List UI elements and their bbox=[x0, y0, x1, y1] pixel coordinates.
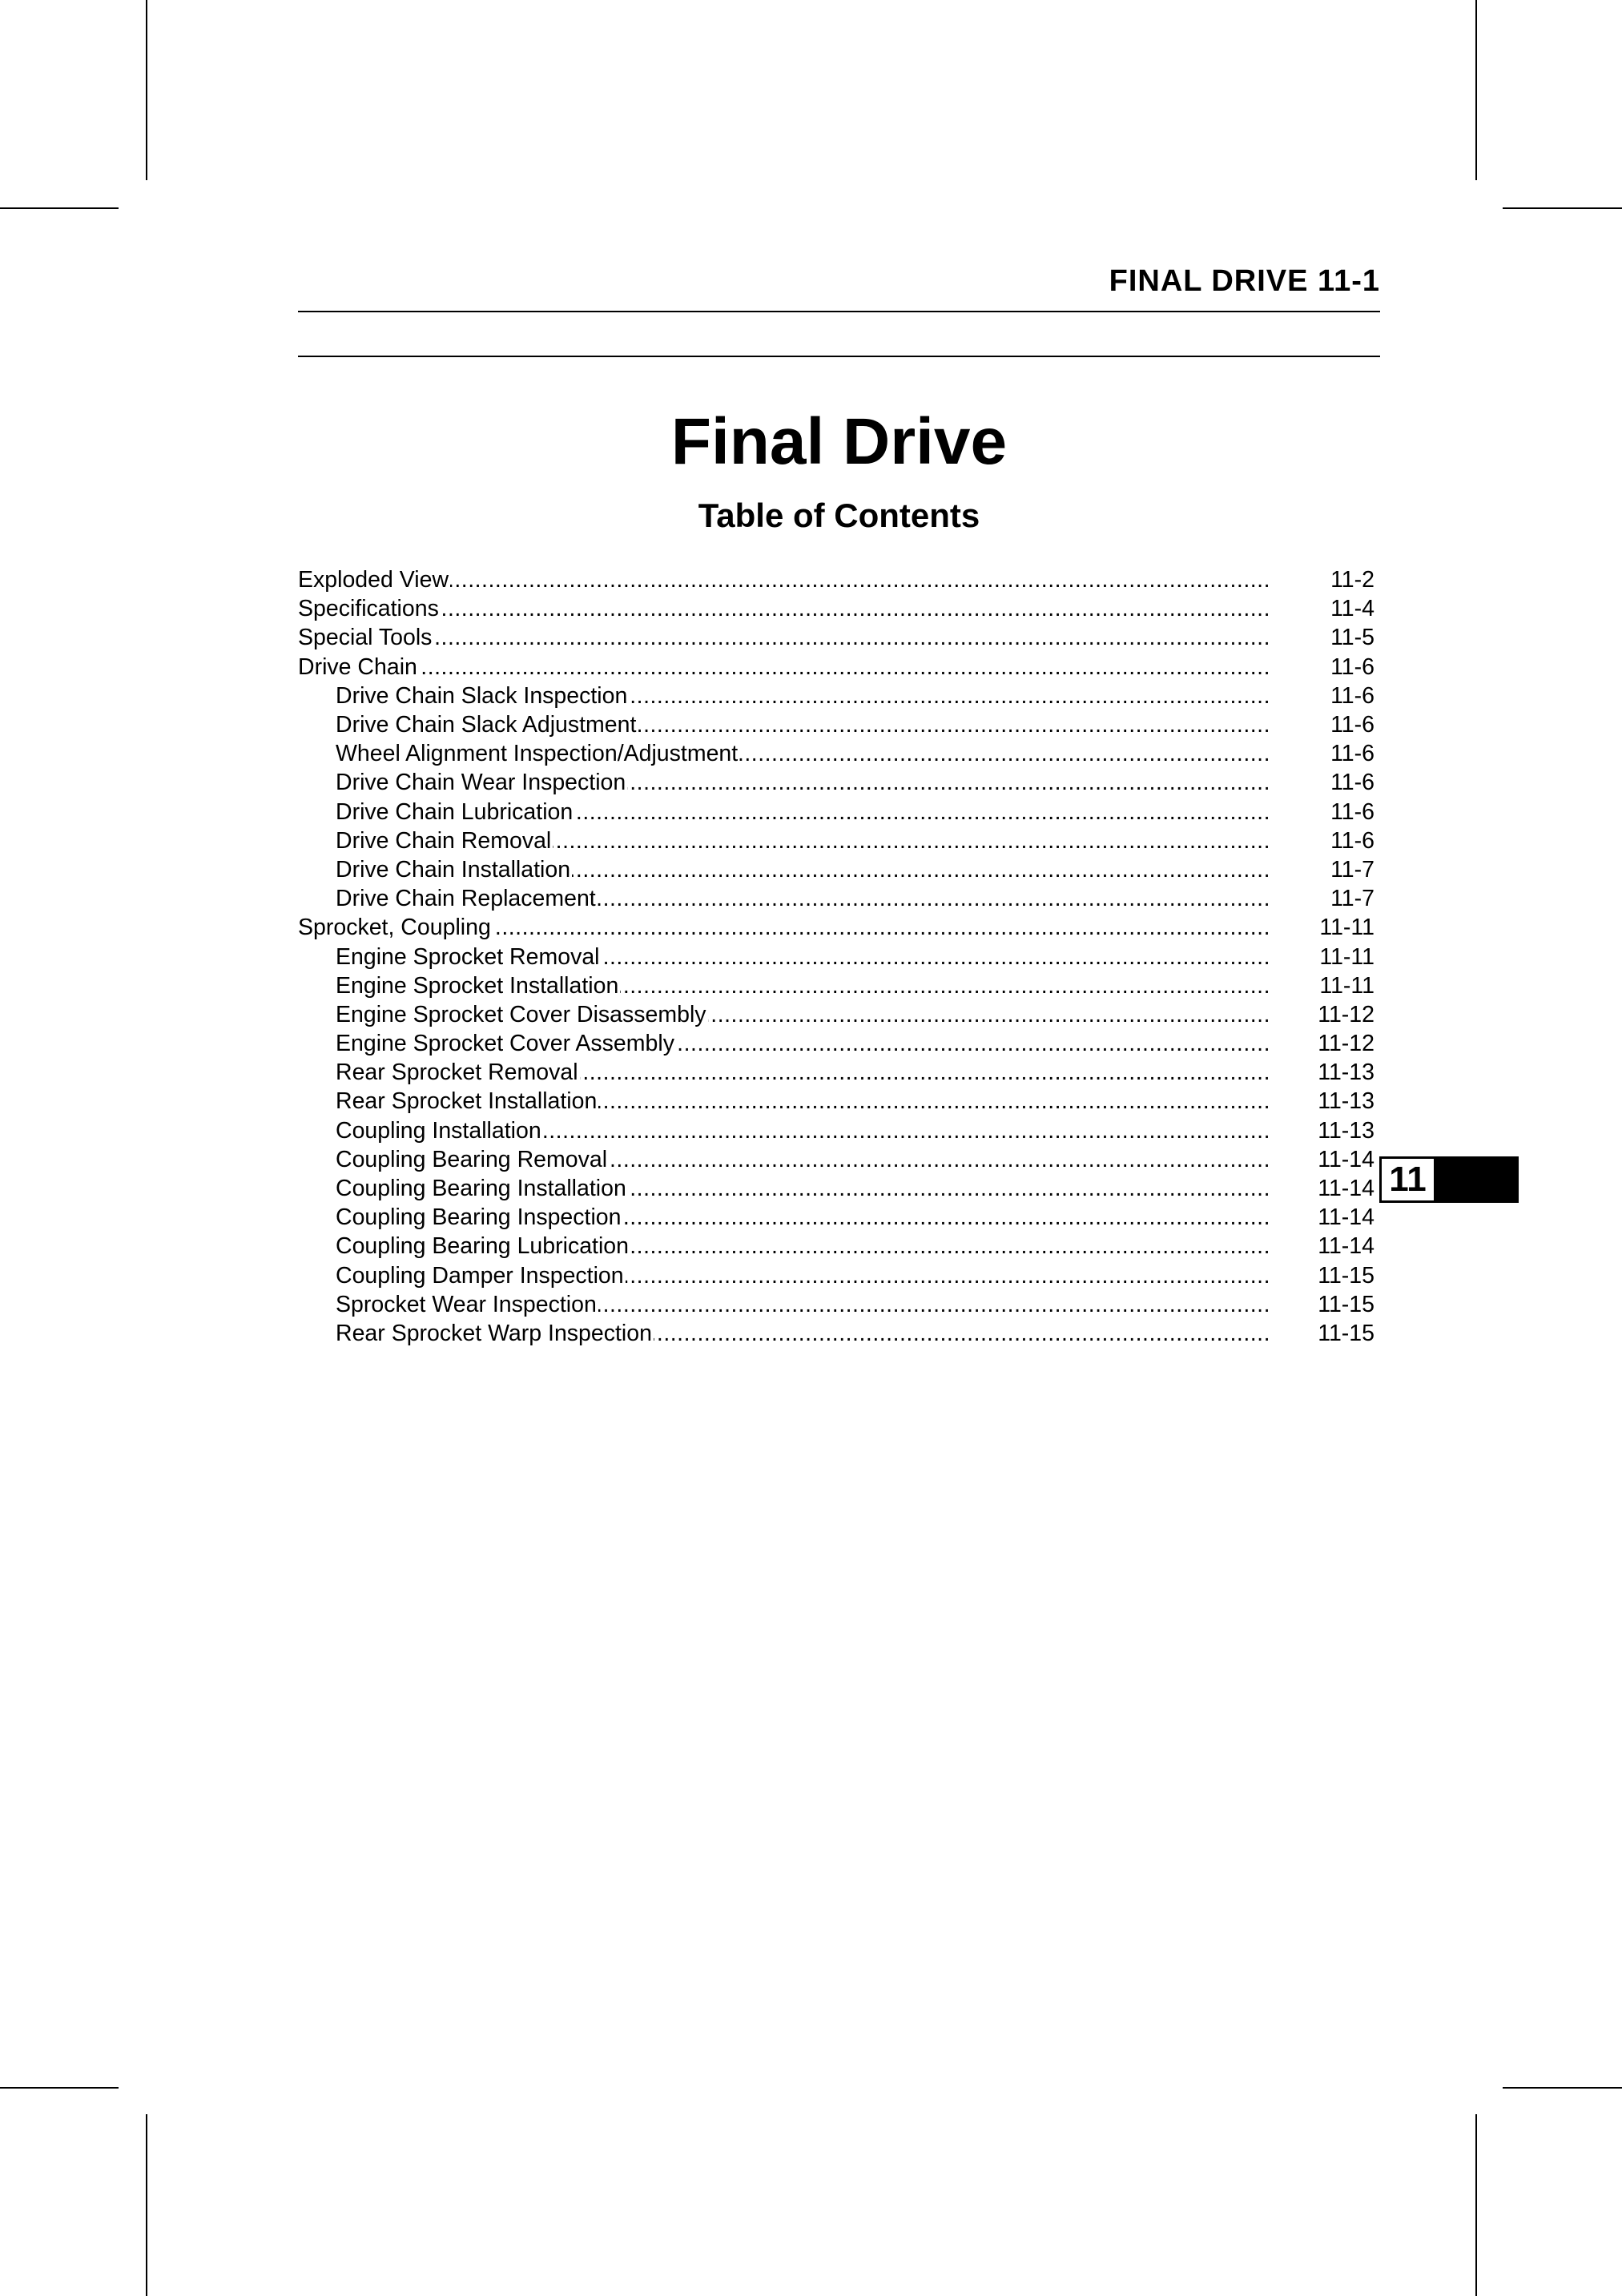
toc-entry[interactable] bbox=[298, 1058, 1374, 1087]
toc-entry[interactable] bbox=[298, 1174, 1374, 1203]
toc-dot-leader bbox=[553, 826, 1270, 855]
toc-dot-leader bbox=[609, 1145, 1270, 1174]
toc-entry[interactable] bbox=[298, 1116, 1374, 1145]
toc-entry[interactable] bbox=[298, 682, 1374, 710]
toc-dot-leader bbox=[419, 653, 1270, 682]
toc-entry-page: 11-13 bbox=[1318, 1060, 1374, 1086]
running-header-title: FINAL DRIVE 11-1 bbox=[1109, 264, 1380, 298]
toc-entry-page: 11-12 bbox=[1318, 1001, 1374, 1027]
toc-dot-leader bbox=[493, 913, 1270, 942]
toc-entry-page: 11-11 bbox=[1319, 972, 1374, 999]
toc-entry-label: Engine Sprocket Cover Assembly bbox=[336, 1031, 674, 1057]
toc-dot-leader bbox=[450, 565, 1270, 594]
toc-dot-leader bbox=[433, 623, 1270, 652]
toc-entry[interactable] bbox=[298, 1000, 1374, 1029]
toc-entry-page: 11-12 bbox=[1318, 1031, 1374, 1057]
toc-entry-label: Exploded View bbox=[298, 567, 449, 593]
toc-dot-leader bbox=[620, 971, 1270, 1000]
toc-entry-label: Drive Chain Slack Adjustment bbox=[336, 712, 637, 738]
toc-entry-label: Drive Chain Removal bbox=[336, 827, 552, 854]
toc-entry[interactable] bbox=[298, 710, 1374, 739]
toc-entry[interactable] bbox=[298, 971, 1374, 1000]
toc-entry[interactable] bbox=[298, 1145, 1374, 1174]
toc-dot-leader bbox=[638, 710, 1270, 739]
toc-entry[interactable] bbox=[298, 942, 1374, 971]
toc-entry[interactable] bbox=[298, 1319, 1374, 1348]
toc-entry-label: Engine Sprocket Removal bbox=[336, 943, 600, 970]
toc-entry-page: 11-15 bbox=[1318, 1320, 1374, 1346]
toc-entry-label: Rear Sprocket Warp Inspection bbox=[336, 1320, 652, 1346]
toc-entry-page: 11-14 bbox=[1318, 1146, 1374, 1172]
toc-entry-label: Engine Sprocket Cover Disassembly bbox=[336, 1001, 706, 1027]
toc-dot-leader bbox=[739, 739, 1270, 768]
toc-entry-label: Special Tools bbox=[298, 625, 433, 651]
crop-mark-bottom-left bbox=[0, 2087, 119, 2089]
toc-dot-leader bbox=[623, 1203, 1271, 1232]
toc-entry-label: Engine Sprocket Installation bbox=[336, 972, 619, 999]
toc-entry[interactable] bbox=[298, 565, 1374, 594]
toc-entry-page: 11-5 bbox=[1330, 625, 1374, 651]
toc-entry-label: Drive Chain bbox=[298, 653, 417, 680]
toc-entry[interactable] bbox=[298, 623, 1374, 652]
crop-mark-top-right bbox=[1475, 0, 1477, 180]
toc-entry-label: Coupling Installation bbox=[336, 1117, 541, 1144]
toc-entry-page: 11-11 bbox=[1319, 915, 1374, 941]
crop-mark-top-right bbox=[1503, 207, 1622, 209]
chapter-tab-number: 11 bbox=[1382, 1159, 1434, 1200]
toc-title: Table of Contents bbox=[698, 497, 980, 534]
toc-entry-label: Drive Chain Replacement bbox=[336, 886, 596, 912]
toc-dot-leader bbox=[598, 1087, 1270, 1116]
toc-entry[interactable] bbox=[298, 1261, 1374, 1290]
toc-entry[interactable] bbox=[298, 1087, 1374, 1116]
toc-entry[interactable] bbox=[298, 855, 1374, 884]
chapter-tab bbox=[1379, 1156, 1519, 1203]
toc-dot-leader bbox=[598, 884, 1270, 913]
table-of-contents bbox=[298, 565, 1374, 1348]
toc-dot-leader bbox=[628, 1174, 1270, 1203]
toc-entry-label: Coupling Damper Inspection bbox=[336, 1262, 624, 1289]
toc-dot-leader bbox=[598, 1290, 1270, 1319]
toc-entry-label: Coupling Bearing Lubrication bbox=[336, 1233, 629, 1260]
toc-entry-page: 11-15 bbox=[1318, 1291, 1374, 1317]
toc-entry[interactable] bbox=[298, 826, 1374, 855]
toc-entry-page: 11-14 bbox=[1318, 1233, 1374, 1260]
toc-entry-label: Drive Chain Slack Inspection bbox=[336, 682, 628, 709]
crop-mark-bottom-right bbox=[1475, 2114, 1477, 2296]
toc-entry-page: 11-14 bbox=[1318, 1204, 1374, 1231]
toc-entry[interactable] bbox=[298, 1232, 1374, 1261]
toc-entry[interactable] bbox=[298, 884, 1374, 913]
crop-mark-top-left bbox=[146, 0, 147, 180]
toc-entry-label: Wheel Alignment Inspection/Adjustment bbox=[336, 741, 739, 767]
crop-mark-bottom-left bbox=[146, 2114, 147, 2296]
title-rule bbox=[298, 356, 1380, 357]
toc-dot-leader bbox=[626, 1261, 1270, 1290]
toc-entry-page: 11-6 bbox=[1330, 682, 1374, 709]
toc-dot-leader bbox=[580, 1058, 1270, 1087]
toc-dot-leader bbox=[630, 1232, 1270, 1261]
toc-entry-page: 11-6 bbox=[1330, 798, 1374, 825]
toc-entry[interactable] bbox=[298, 1203, 1374, 1232]
toc-entry-page: 11-6 bbox=[1330, 827, 1374, 854]
toc-entry-page: 11-13 bbox=[1318, 1117, 1374, 1144]
toc-entry-page: 11-6 bbox=[1330, 712, 1374, 738]
toc-entry-page: 11-6 bbox=[1330, 653, 1374, 680]
toc-entry-label: Drive Chain Installation bbox=[336, 856, 571, 883]
toc-entry[interactable] bbox=[298, 1290, 1374, 1319]
toc-entry-label: Coupling Bearing Installation bbox=[336, 1176, 626, 1202]
toc-entry[interactable] bbox=[298, 768, 1374, 797]
toc-dot-leader bbox=[543, 1116, 1270, 1145]
toc-dot-leader bbox=[602, 943, 1270, 971]
toc-entry-page: 11-15 bbox=[1318, 1262, 1374, 1289]
toc-entry[interactable] bbox=[298, 913, 1374, 942]
toc-dot-leader bbox=[572, 855, 1270, 884]
toc-dot-leader bbox=[676, 1029, 1270, 1058]
toc-dot-leader bbox=[629, 682, 1270, 710]
toc-entry[interactable] bbox=[298, 798, 1374, 826]
toc-entry-page: 11-6 bbox=[1330, 741, 1374, 767]
chapter-title: Final Drive bbox=[670, 405, 1008, 478]
toc-entry-page: 11-2 bbox=[1330, 567, 1374, 593]
toc-entry-label: Drive Chain Wear Inspection bbox=[336, 770, 626, 796]
toc-dot-leader bbox=[708, 1000, 1270, 1029]
crop-mark-top-left bbox=[0, 207, 119, 209]
toc-entry-page: 11-6 bbox=[1330, 770, 1374, 796]
toc-entry-label: Sprocket Wear Inspection bbox=[336, 1291, 597, 1317]
toc-dot-leader bbox=[441, 594, 1270, 623]
toc-entry-label: Rear Sprocket Removal bbox=[336, 1060, 578, 1086]
toc-dot-leader bbox=[654, 1319, 1270, 1348]
toc-entry[interactable] bbox=[298, 653, 1374, 682]
toc-entry-label: Drive Chain Lubrication bbox=[336, 798, 574, 825]
toc-entry-page: 11-7 bbox=[1330, 886, 1374, 912]
toc-entry-page: 11-7 bbox=[1330, 856, 1374, 883]
toc-dot-leader bbox=[627, 768, 1270, 797]
toc-entry-page: 11-14 bbox=[1318, 1176, 1374, 1202]
crop-mark-bottom-right bbox=[1503, 2087, 1622, 2089]
toc-entry[interactable] bbox=[298, 739, 1374, 768]
toc-entry-label: Rear Sprocket Installation bbox=[336, 1088, 598, 1115]
toc-entry-label: Sprocket, Coupling bbox=[298, 915, 491, 941]
toc-entry[interactable] bbox=[298, 1029, 1374, 1058]
toc-entry-page: 11-4 bbox=[1330, 596, 1374, 622]
toc-entry-label: Specifications bbox=[298, 596, 439, 622]
toc-entry-label: Coupling Bearing Removal bbox=[336, 1146, 608, 1172]
toc-entry-page: 11-11 bbox=[1319, 943, 1374, 970]
toc-entry-label: Coupling Bearing Inspection bbox=[336, 1204, 622, 1231]
header-rule bbox=[298, 311, 1380, 312]
toc-entry[interactable] bbox=[298, 594, 1374, 623]
toc-dot-leader bbox=[574, 798, 1270, 826]
toc-entry-page: 11-13 bbox=[1318, 1088, 1374, 1115]
